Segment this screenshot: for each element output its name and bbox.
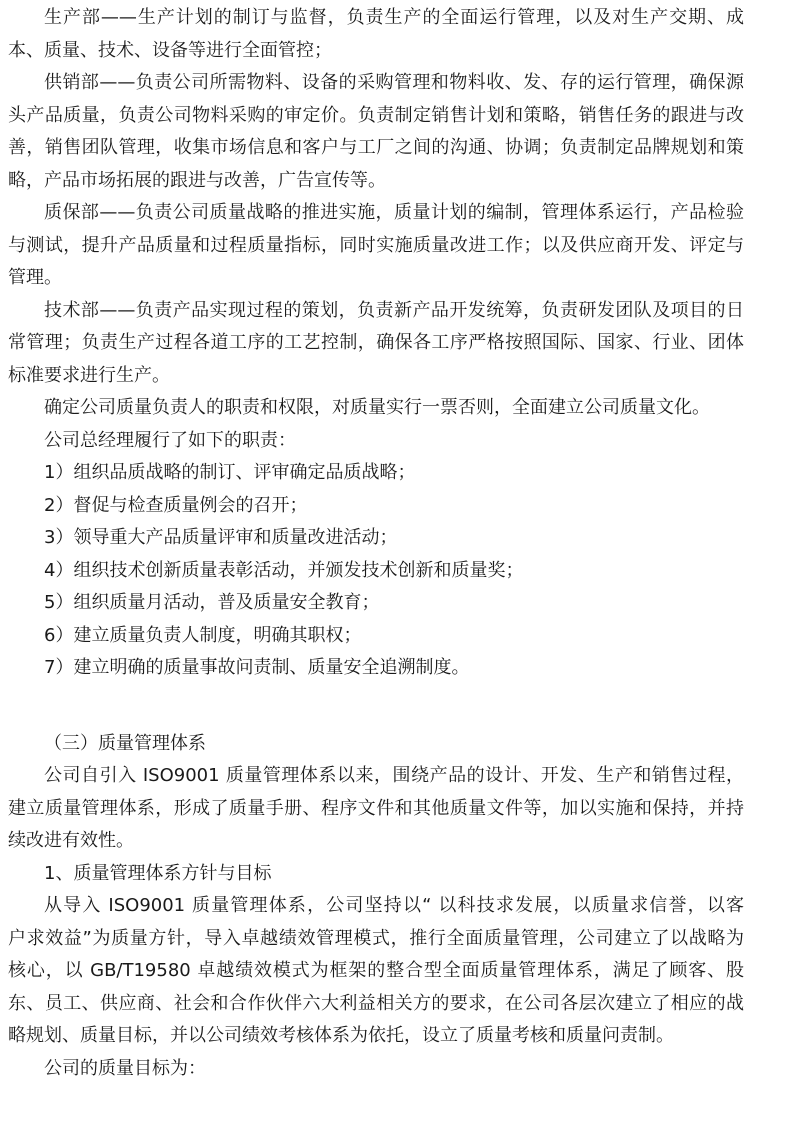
text-line: 略，产品市场拓展的跟进与改善，广告宣传等。	[8, 169, 386, 191]
text-line: 东、员工、供应商、社会和合作伙伴六大利益相关方的要求，在公司各层次建立了相应的战	[8, 992, 744, 1014]
text-line: 3）领导重大产品质量评审和质量改进活动；	[44, 527, 398, 548]
text-line: 管理。	[8, 267, 62, 288]
text-line: 技术部——负责产品实现过程的策划，负责新产品开发统筹，负责研发团队及项目的日	[44, 299, 744, 321]
text-line: 5）组织质量月活动，普及质量安全教育；	[44, 592, 380, 613]
text-line: 标准要求进行生产。	[8, 364, 170, 386]
document-body	[8, 2, 744, 1085]
text-line: 确定公司质量负责人的职责和权限，对质量实行一票否则，全面建立公司质量文化。	[44, 397, 710, 418]
text-line: 常管理；负责生产过程各道工序的工艺控制，确保各工序严格按照国际、国家、行业、团体	[8, 332, 744, 353]
text-line: 7）建立明确的质量事故问责制、质量安全追溯制度。	[44, 657, 470, 678]
text-line: 头产品质量，负责公司物料采购的审定价。负责制定销售计划和策略，销售任务的跟进与改	[8, 104, 744, 126]
text-line: 户求效益”为质量方针，导入卓越绩效管理模式，推行全面质量管理，公司建立了以战略为	[8, 927, 744, 949]
upper-text-section	[8, 2, 744, 685]
text-line: 1、质量管理体系方针与目标	[44, 862, 272, 884]
lower-text-section	[8, 728, 744, 1086]
text-line: 4）组织技术创新质量表彰活动，并颁发技术创新和质量奖；	[44, 559, 524, 581]
text-line: 略规划、质量目标，并以公司绩效考核体系为依托，设立了质量考核和质量问责制。	[8, 1025, 674, 1046]
text-line: 质保部——负责公司质量战略的推进实施，质量计划的编制，管理体系运行，产品检验	[44, 202, 744, 223]
text-line: 公司的质量目标为：	[44, 1057, 206, 1079]
text-line: 公司自引入 ISO9001 质量管理体系以来，围绕产品的设计、开发、生产和销售过程，	[44, 765, 744, 786]
text-line: 核心，以 GB/T19580 卓越绩效模式为框架的整合型全面质量管理体系，满足了顾客、股	[8, 960, 744, 981]
text-line: 6）建立质量负责人制度，明确其职权；	[44, 624, 362, 646]
text-line: （三）质量管理体系	[44, 732, 206, 754]
text-line: 建立质量管理体系，形成了质量手册、程序文件和其他质量文件等，加以实施和保持，并持	[8, 797, 744, 819]
text-line: 公司总经理履行了如下的职责：	[44, 429, 296, 451]
text-line: 从导入 ISO9001 质量管理体系，公司坚持以“ 以科技求发展，以质量求信誉，以客	[44, 895, 744, 916]
section-spacer	[8, 685, 744, 728]
text-line: 善，销售团队管理，收集市场信息和客户与工厂之间的沟通、协调；负责制定品牌规划和策	[8, 137, 744, 158]
text-line: 生产部——生产计划的制订与监督，负责生产的全面运行管理，以及对生产交期、成	[44, 7, 744, 28]
text-line: 2）督促与检查质量例会的召开；	[44, 494, 308, 516]
text-line: 1）组织品质战略的制订、评审确定品质战略；	[44, 462, 416, 483]
text-line: 与测试，提升产品质量和过程质量指标，同时实施质量改进工作；以及供应商开发、评定与	[8, 234, 744, 256]
text-line: 供销部——负责公司所需物料、设备的采购管理和物料收、发、存的运行管理，确保源	[44, 72, 744, 93]
text-line: 本、质量、技术、设备等进行全面管控；	[8, 39, 332, 61]
text-line: 续改进有效性。	[8, 830, 134, 851]
